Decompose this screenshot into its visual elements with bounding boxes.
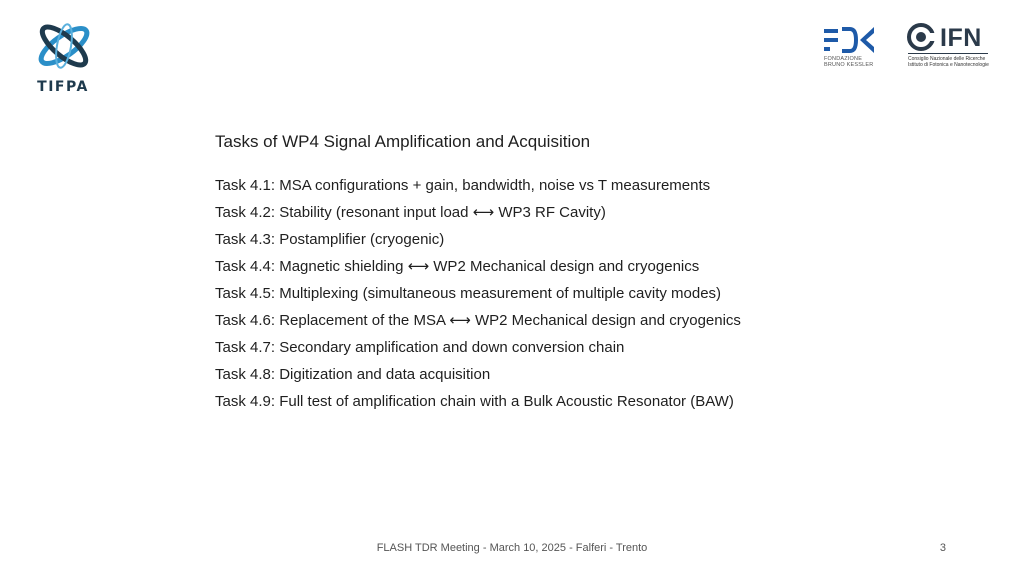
task-item: Task 4.5: Multiplexing (simultaneous measurement of multiple cavity modes) bbox=[215, 285, 722, 302]
fbk-wordmark bbox=[824, 56, 873, 68]
task-item: Task 4.9: Full test of amplification chain with a Bulk Acoustic Resonator (BAW) bbox=[215, 393, 734, 410]
fbk-logo bbox=[824, 26, 884, 72]
ifn-divider bbox=[908, 53, 988, 54]
slide-content bbox=[215, 131, 975, 415]
task-item: Task 4.8: Digitization and data acquisition bbox=[215, 366, 491, 383]
ifn-line-2: Istituto di Fotonica e Nanotecnologie bbox=[908, 62, 989, 68]
task-item: Task 4.1: MSA configurations + gain, bandwidth, noise vs T measurements bbox=[215, 177, 711, 194]
footer-text: FLASH TDR Meeting - March 10, 2025 - Falferi - Trento bbox=[376, 542, 648, 554]
cnr-mark-icon bbox=[906, 22, 936, 52]
ifn-logo bbox=[906, 22, 990, 72]
fbk-mark-icon bbox=[824, 26, 876, 54]
fbk-line-2: BRUNO KESSLER bbox=[824, 62, 874, 68]
tifpa-wordmark: TIFPA bbox=[37, 79, 89, 95]
task-item: Task 4.3: Postamplifier (cryogenic) bbox=[215, 231, 445, 248]
ifn-subtitle bbox=[908, 56, 989, 68]
ifn-acronym: IFN bbox=[940, 24, 982, 52]
task-item: Task 4.2: Stability (resonant input load ⟷ WP3 RF Cavity) bbox=[215, 204, 606, 221]
page-number: 3 bbox=[939, 542, 946, 554]
ifn-line-1: Consiglio Nazionale delle Ricerche bbox=[908, 56, 986, 62]
fbk-line-1: FONDAZIONE bbox=[824, 56, 863, 62]
task-item: Task 4.4: Magnetic shielding ⟷ WP2 Mechanical design and cryogenics bbox=[215, 258, 700, 275]
task-list bbox=[215, 172, 975, 415]
task-item: Task 4.6: Replacement of the MSA ⟷ WP2 Mechanical design and cryogenics bbox=[215, 312, 741, 329]
task-item: Task 4.7: Secondary amplification and down conversion chain bbox=[215, 339, 625, 356]
slide-title: Tasks of WP4 Signal Amplification and Acquisition bbox=[215, 132, 591, 151]
tifpa-logo bbox=[30, 16, 96, 98]
tifpa-atom-icon bbox=[34, 16, 94, 76]
